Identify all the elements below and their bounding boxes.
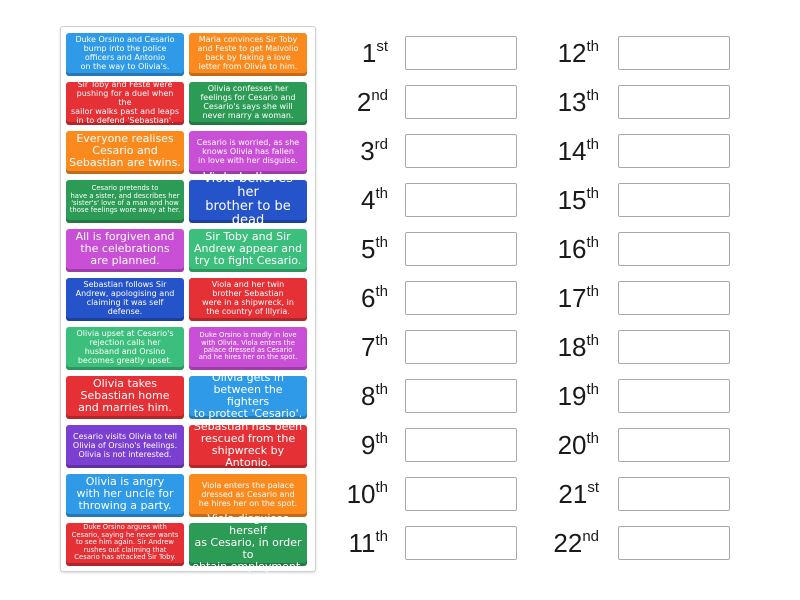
ordinal-suffix: th: [586, 234, 599, 251]
ordinal-suffix: th: [375, 332, 388, 349]
ordinal-suffix: nd: [582, 528, 599, 545]
event-card-text: Olivia upset at Cesario's rejection calls her husband and Orsino becomes greatly upset.: [76, 329, 174, 365]
event-card-text: Sebastian has been rescued from the shipwreck by Antonio.: [193, 420, 303, 469]
event-card-text: Olivia gets in between the fighters to protect 'Cesario'.: [193, 371, 303, 420]
drop-slot[interactable]: [618, 183, 730, 217]
event-card[interactable]: [66, 79, 184, 125]
ordinal-suffix: nd: [371, 87, 388, 104]
ordinal-suffix: th: [586, 38, 599, 55]
drop-slot[interactable]: [618, 232, 730, 266]
drop-slot[interactable]: [618, 330, 730, 364]
drop-slot[interactable]: [618, 36, 730, 70]
ordinal-label: [537, 528, 599, 558]
ordinal-number: 14: [557, 136, 587, 166]
event-card-text: Sebastian follows Sir Andrew, apologising and claiming it was self defense.: [75, 280, 175, 316]
ordinal-suffix: th: [375, 528, 388, 545]
ordinal-number: 6: [361, 283, 376, 313]
drop-slot[interactable]: [405, 183, 517, 217]
drop-slot[interactable]: [405, 232, 517, 266]
ordinal-number: 11: [348, 528, 376, 558]
event-card-text: Cesario visits Olivia to tell Olivia of Orsino's feelings. Olivia is not interested.: [72, 431, 178, 459]
ordinal-label: [537, 185, 599, 215]
ordinal-suffix: th: [375, 283, 388, 300]
ordinal-label: [326, 479, 388, 509]
event-card[interactable]: [66, 425, 184, 468]
ordinal-number: 20: [557, 430, 587, 460]
event-card-text: Cesario pretends to have a sister, and describes her 'sister's' love of a man and how those feelings wore away at her.: [69, 184, 181, 215]
event-card-text: Duke Orsino is madly in love with Olivia. Viola enters the palace dressed as Cesario and he hires her on the spot.: [198, 331, 298, 362]
ordinal-number: 8: [361, 381, 376, 411]
ordinal-number: 5: [361, 234, 376, 264]
ordinal-number: 13: [557, 87, 587, 117]
ordinal-suffix: th: [586, 332, 599, 349]
event-card[interactable]: [66, 33, 184, 76]
event-card[interactable]: [66, 229, 184, 272]
event-card-text: Viola and her twin brother Sebastian were in a shipwreck, in the country of Illyria.: [202, 280, 294, 316]
ordinal-suffix: th: [375, 479, 388, 496]
event-card[interactable]: [66, 327, 184, 370]
event-card-text: Olivia takes Sebastian home and marries him.: [78, 377, 172, 414]
ordinal-suffix: th: [375, 185, 388, 202]
drop-slot[interactable]: [405, 477, 517, 511]
ordinal-number: 7: [361, 332, 376, 362]
ordinal-label: [326, 332, 388, 362]
event-card[interactable]: [189, 278, 307, 321]
ordinal-label: [326, 136, 388, 166]
event-card-text: Sir Toby and Sir Andrew appear and try to fight Cesario.: [194, 230, 302, 267]
event-card[interactable]: [189, 33, 307, 76]
drop-slot[interactable]: [618, 281, 730, 315]
event-card[interactable]: [189, 327, 307, 370]
ordinal-label: [326, 87, 388, 117]
ordinal-label: [537, 38, 599, 68]
ordinal-label: [537, 234, 599, 264]
ordinal-label: [326, 38, 388, 68]
event-card-text: Cesario is worried, as she knows Olivia has fallen in love with her disguise.: [196, 137, 300, 165]
ordinal-suffix: th: [375, 234, 388, 251]
event-card-text: All is forgiven and the celebrations are planned.: [75, 230, 175, 267]
event-card[interactable]: [189, 131, 307, 174]
event-card-text: Everyone realises Cesario and Sebastian are twins.: [69, 132, 181, 169]
drop-slot[interactable]: [405, 85, 517, 119]
ordinal-label: [326, 381, 388, 411]
drop-slot[interactable]: [405, 428, 517, 462]
ordinal-suffix: st: [587, 479, 599, 496]
drop-slot[interactable]: [405, 379, 517, 413]
ordinal-label: [537, 430, 599, 460]
event-card[interactable]: [189, 512, 307, 573]
ordinal-suffix: th: [375, 381, 388, 398]
drop-slot[interactable]: [618, 85, 730, 119]
event-card-text: Viola believes her brother to be dead: [203, 171, 293, 228]
ordinal-suffix: th: [586, 283, 599, 300]
ordinal-number: 21: [558, 479, 588, 509]
ordinal-label: [537, 87, 599, 117]
ordinal-number: 2: [356, 87, 372, 117]
card-bank-panel: [60, 26, 316, 572]
ordinal-number: 16: [557, 234, 587, 264]
event-card-text: Maria convinces Sir Toby and Feste to get Malvolio back by faking a love letter from Olivia to him.: [197, 35, 299, 71]
drop-slot[interactable]: [405, 281, 517, 315]
event-card-text: Olivia is angry with her uncle for throwing a party.: [76, 475, 174, 512]
event-card[interactable]: [66, 180, 184, 223]
event-card[interactable]: [189, 420, 307, 469]
drop-slot[interactable]: [618, 379, 730, 413]
event-card[interactable]: [189, 371, 307, 420]
event-card[interactable]: [189, 229, 307, 272]
ordinal-label: [537, 332, 599, 362]
event-card-text: Olivia confesses her feelings for Cesario and Cesario's says she will never marry a woman.: [200, 84, 296, 120]
drop-slot[interactable]: [618, 134, 730, 168]
ordinal-suffix: th: [375, 430, 388, 447]
ordinal-suffix: th: [586, 87, 599, 104]
drop-slot[interactable]: [405, 134, 517, 168]
event-card[interactable]: [66, 474, 184, 517]
ordinal-label: [326, 430, 388, 460]
event-card-text: Viola disguises herself as Cesario, in order to obtain employment.: [192, 512, 304, 573]
ordinal-suffix: th: [586, 430, 599, 447]
ordinal-suffix: th: [586, 185, 599, 202]
event-card-text: Viola enters the palace dressed as Cesario and he hires her on the spot.: [198, 480, 298, 508]
ordinal-number: 12: [557, 38, 587, 68]
ordinal-number: 1: [361, 38, 377, 68]
ordinal-label: [537, 283, 599, 313]
event-card[interactable]: [189, 171, 307, 228]
drop-slot[interactable]: [405, 330, 517, 364]
ordinal-label: [537, 479, 599, 509]
event-card[interactable]: [66, 523, 184, 566]
ordinal-number: 3: [360, 136, 375, 166]
drop-slot[interactable]: [405, 526, 517, 560]
drop-slot[interactable]: [618, 477, 730, 511]
ordinal-number: 19: [557, 381, 587, 411]
ordinal-label: [326, 234, 388, 264]
ordinal-number: 4: [361, 185, 376, 215]
ordinal-suffix: st: [376, 38, 388, 55]
ordinal-suffix: th: [586, 136, 599, 153]
event-card-text: Sir Toby and Feste were pushing for a duel when the sailor walks past and leaps in to defend 'Sebastian'.: [71, 79, 179, 125]
drop-slot[interactable]: [618, 428, 730, 462]
ordinal-label: [326, 528, 388, 558]
event-card-text: Duke Orsino argues with Cesario, saying he never wants to see him again. Sir Andrew rushes out claiming that Cesario has attacked Sir Toby.: [71, 523, 179, 562]
ordinal-label: [326, 283, 388, 313]
ordinal-label: [537, 381, 599, 411]
event-card[interactable]: [66, 376, 184, 419]
ordinal-number: 17: [557, 283, 587, 313]
ordinal-suffix: th: [586, 381, 599, 398]
ordinal-label: [537, 136, 599, 166]
drop-slot[interactable]: [618, 526, 730, 560]
event-card-text: Duke Orsino and Cesario bump into the police officers and Antonio on the way to Olivia's.: [75, 35, 175, 71]
event-card[interactable]: [66, 278, 184, 321]
ordinal-label: [326, 185, 388, 215]
event-card[interactable]: [66, 131, 184, 174]
event-card[interactable]: [189, 474, 307, 517]
ordinal-number: 10: [346, 479, 376, 509]
event-card[interactable]: [189, 82, 307, 125]
ordinal-number: 22: [553, 528, 583, 558]
ordinal-suffix: rd: [374, 136, 388, 153]
ordinal-number: 18: [557, 332, 587, 362]
ordinal-number: 15: [557, 185, 587, 215]
ordinal-number: 9: [361, 430, 376, 460]
drop-slot[interactable]: [405, 36, 517, 70]
